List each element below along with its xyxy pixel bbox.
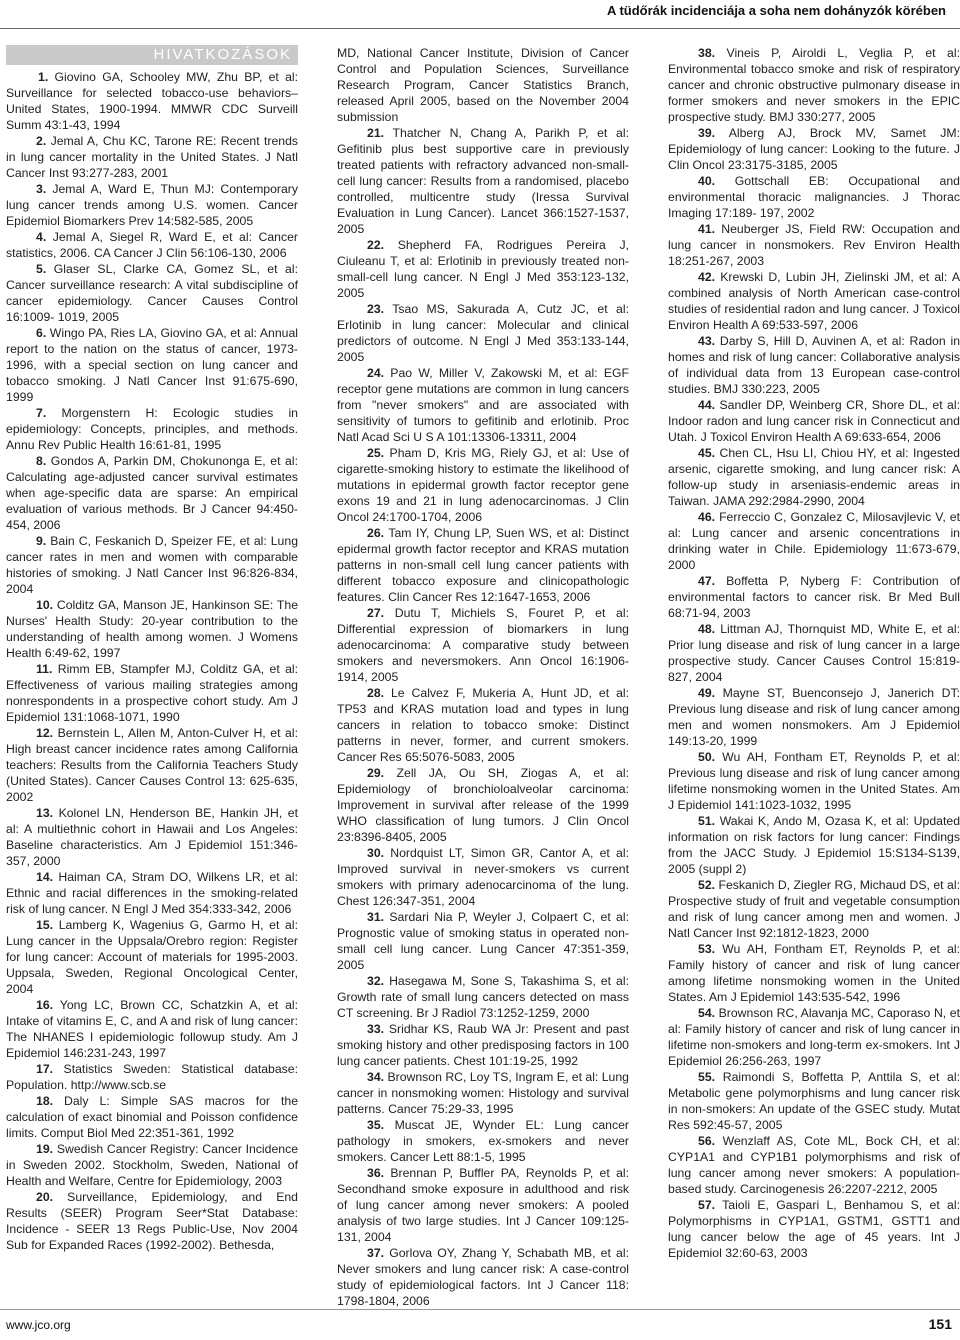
reference-item <box>668 621 960 685</box>
reference-item <box>6 1189 298 1253</box>
reference-item <box>6 917 298 997</box>
reference-item <box>337 1165 629 1245</box>
journal-url: www.jco.org <box>6 1318 71 1332</box>
reference-item <box>337 1245 629 1309</box>
reference-text: Yong LC, Brown CC, Schatzkin A, et al: Intake of vitamins E, C, and A and risk of lung cancer: The NHANES I epidemiologic followup study. Am J Epidemiol 146:231-243, 1997 <box>6 998 299 1060</box>
reference-item <box>668 269 960 333</box>
reference-number: 48. <box>698 622 716 636</box>
reference-item <box>6 597 298 661</box>
reference-text: Kolonel LN, Henderson BE, Hankin JH, et al: A multiethnic cohort in Hawaii and Los Angeles: Baseline characteristics. Am J Epidemiol 151:346-357, 2000 <box>6 806 299 868</box>
reference-text: Raimondi S, Boffetta P, Anttila S, et al: Metabolic gene polymorphisms and lung cancer risk in non-smokers: An update of the GSEC study. Mutat Res 592:45-57, 2005 <box>668 1070 960 1132</box>
reference-text: Statistics Sweden: Statistical database: Population. http://www.scb.se <box>6 1062 298 1092</box>
reference-item <box>6 1061 298 1093</box>
reference-text: Jemal A, Chu KC, Tarone RE: Recent trends in lung cancer mortality in the United States. J Natl Cancer Inst 93:277-283, 2001 <box>6 134 299 180</box>
reference-number: 15. <box>36 918 54 932</box>
running-header <box>0 0 960 29</box>
reference-text: Brownson RC, Loy TS, Ingram E, et al: Lung cancer in nonsmoking women: Histology and survival patterns. Cancer 75:29-33, 1995 <box>337 1070 629 1116</box>
reference-text: Hasegawa M, Sone S, Takashima S, et al: Growth rate of small lung cancers detected on mass CT screening. Br J Radiol 73:1252-1259, 2000 <box>337 974 629 1020</box>
reference-item <box>668 221 960 269</box>
reference-number: 8. <box>36 454 47 468</box>
reference-text: Brownson RC, Alavanja MC, Caporaso N, et al: Family history of cancer and risk of lung cancer in lifetime non-smokers and long-term ex-smokers. Int J Epidemiol 26:256-263, 1997 <box>668 1006 960 1068</box>
reference-item <box>6 1141 298 1189</box>
reference-column-3 <box>668 45 960 1261</box>
reference-text: Neuberger JS, Field RW: Occupation and lung cancer in nonsmokers. Rev Environ Health 18:251-267, 2003 <box>668 222 960 268</box>
reference-item <box>668 1133 960 1197</box>
reference-number: 35. <box>367 1118 385 1132</box>
reference-number: 54. <box>698 1006 716 1020</box>
running-title: A tüdőrák incidenciája a soha nem dohányzók körében <box>606 3 946 18</box>
reference-item <box>668 445 960 509</box>
reference-number: 36. <box>367 1166 385 1180</box>
reference-number: 57. <box>698 1198 716 1212</box>
reference-item <box>668 573 960 621</box>
reference-number: 4. <box>36 230 47 244</box>
reference-number: 12. <box>36 726 54 740</box>
reference-text: Shepherd FA, Rodrigues Pereira J, Ciuleanu T, et al: Erlotinib in previously treated non-small-cell lung cancer. N Engl J Med 353:123-132, 2005 <box>337 238 630 300</box>
reference-item <box>337 685 629 765</box>
reference-number: 37. <box>367 1246 385 1260</box>
reference-item <box>6 1093 298 1141</box>
reference-text: Haiman CA, Stram DO, Wilkens LR, et al: Ethnic and racial differences in the smoking-related risk of lung cancer. N Engl J Med 354:333-342, 2006 <box>6 870 298 916</box>
reference-item <box>337 525 629 605</box>
reference-item <box>6 229 298 261</box>
reference-number: 42. <box>698 270 716 284</box>
reference-item <box>6 725 298 805</box>
reference-item <box>6 869 298 917</box>
reference-text: Wingo PA, Ries LA, Giovino GA, et al: Annual report to the nation on the status of cancer, 1973- 1996, with a special section on lung cancer and tobacco smoking. J Natl Cancer Inst 91:675-690, 1999 <box>6 326 298 404</box>
reference-number: 56. <box>698 1134 716 1148</box>
reference-number: 24. <box>367 366 385 380</box>
reference-item <box>668 941 960 1005</box>
section-title: HIVATKOZÁSOK <box>6 45 298 65</box>
reference-number: 39. <box>698 126 716 140</box>
reference-number: 47. <box>698 574 716 588</box>
reference-number: 10. <box>36 598 54 612</box>
reference-text: Feskanich D, Ziegler RG, Michaud DS, et al: Prospective study of fruit and vegetable consumption and risk of lung cancer among men and women. J Natl Cancer Inst 92:1812-1823, 2000 <box>668 878 960 940</box>
reference-number: 1. <box>38 70 49 84</box>
reference-item <box>337 237 629 301</box>
reference-text: Rimm EB, Stampfer MJ, Colditz GA, et al: Effectiveness of various mailing strategies among nonrespondents in a prospective cohort study. Am J Epidemiol 131:1068-1071, 1990 <box>6 662 299 724</box>
reference-item <box>337 1069 629 1117</box>
reference-number: 33. <box>367 1022 385 1036</box>
reference-number: 50. <box>698 750 716 764</box>
reference-text: Darby S, Hill D, Auvinen A, et al: Radon in homes and risk of lung cancer: Collaborative analysis of individual data from 13 European case-control studies. BMJ 330:223, 2005 <box>668 334 960 396</box>
reference-number: 11. <box>36 662 53 676</box>
reference-item <box>668 1197 960 1261</box>
reference-item <box>6 133 298 181</box>
reference-text: Gottschall EB: Occupational and environmental thoracic malignancies. J Thorac Imaging 17:189- 197, 2002 <box>668 174 960 220</box>
reference-item <box>337 605 629 685</box>
reference-number: 9. <box>36 534 47 548</box>
reference-number: 38. <box>698 46 716 60</box>
reference-number: 45. <box>698 446 716 460</box>
reference-item <box>6 453 298 533</box>
reference-item <box>337 765 629 845</box>
reference-item <box>6 405 298 453</box>
reference-text: Bain C, Feskanich D, Speizer FE, et al: Lung cancer rates in men and women with comparable histories of smoking. J Natl Cancer Inst 96:826-834, 2004 <box>6 534 299 596</box>
reference-list-3 <box>668 45 960 1261</box>
reference-text: Pham D, Kris MG, Riely GJ, et al: Use of cigarette-smoking history to estimate the likelihood of mutations in epidermal growth factor receptor gene exons 19 and 21 in lung adenocarcinomas. J Clin Oncol 24:1700-1704, 2006 <box>337 446 630 524</box>
reference-text: Krewski D, Lubin JH, Zielinski JM, et al: A combined analysis of North American case-control studies of residential radon and lung cancer. J Toxicol Environ Health A 69:533-597, 2006 <box>668 270 960 332</box>
reference-text: Tam IY, Chung LP, Suen WS, et al: Distinct epidermal growth factor receptor and KRAS mutation patterns in non-small cell lung cancer patients with different tobacco exposure and clinicopathologic features. Clin Cancer Res 12:1647-1653, 2006 <box>337 526 630 604</box>
reference-item <box>668 173 960 221</box>
reference-item <box>6 69 298 133</box>
reference-item <box>337 301 629 365</box>
reference-item <box>337 1117 629 1165</box>
reference-number: 26. <box>367 526 385 540</box>
reference-number: 22. <box>367 238 385 252</box>
reference-text: Nordquist LT, Simon GR, Cantor A, et al: Improved survival in never-smokers vs current smokers with primary adenocarcinoma of the lung. Chest 126:347-351, 2004 <box>337 846 629 908</box>
reference-item <box>337 1021 629 1069</box>
reference-number: 43. <box>698 334 716 348</box>
reference-column-2 <box>337 45 629 1309</box>
reference-number: 16. <box>36 998 54 1012</box>
reference-number: 5. <box>36 262 47 276</box>
reference-item <box>668 125 960 173</box>
reference-number: 18. <box>36 1094 54 1108</box>
reference-text: Jemal A, Siegel R, Ward E, et al: Cancer statistics, 2006. CA Cancer J Clin 56:106-130, 2006 <box>6 230 298 260</box>
reference-text: Gondos A, Parkin DM, Chokunonga E, et al: Calculating age-adjusted cancer survival estimates when age-specific data are sparse: An empirical evaluation of various methods. Br J Cancer 94:450-454, 2006 <box>6 454 298 532</box>
reference-number: 20. <box>36 1190 54 1204</box>
reference-number: 41. <box>698 222 716 236</box>
reference-text: Muscat JE, Wynder EL: Lung cancer pathology in smokers, ex-smokers and never smokers. Cancer Lett 88:1-5, 1995 <box>337 1118 629 1164</box>
reference-number: 53. <box>698 942 716 956</box>
reference-text: Pao W, Miller V, Zakowski M, et al: EGF receptor gene mutations are common in lung cancers from "never smokers" and are associated with sensitivity of tumors to gefitinib and erlotinib. Proc Natl Acad Sci U S A 101:13306-13311, 2004 <box>337 366 629 444</box>
reference-number: 3. <box>36 182 47 196</box>
reference-item <box>6 805 298 869</box>
reference-number: 32. <box>367 974 385 988</box>
reference-text: Boffetta P, Nyberg F: Contribution of environmental factors to cancer risk. Br Med Bull 68:71-94, 2003 <box>668 574 960 620</box>
reference-item <box>6 261 298 325</box>
reference-item <box>668 1005 960 1069</box>
reference-text: Alberg AJ, Brock MV, Samet JM: Epidemiology of lung cancer: Looking to the future. J Clin Oncol 23:3175-3185, 2005 <box>668 126 960 172</box>
reference-number: 21. <box>367 126 385 140</box>
reference-item <box>6 325 298 405</box>
reference-number: 17. <box>36 1062 54 1076</box>
reference-text: Brennan P, Buffler PA, Reynolds P, et al: Secondhand smoke exposure in adulthood and risk of lung cancer among never smokers: A pooled analysis of two large studies. Int J Cancer 109:125-131, 2004 <box>337 1166 630 1244</box>
reference-item <box>668 333 960 397</box>
page-footer <box>0 1309 960 1340</box>
reference-number: 7. <box>36 406 47 420</box>
reference-item <box>6 181 298 229</box>
reference-item <box>668 685 960 749</box>
reference-number: 52. <box>698 878 716 892</box>
reference-item <box>668 397 960 445</box>
reference-item <box>668 749 960 813</box>
reference-item <box>668 509 960 573</box>
reference-text: Giovino GA, Schooley MW, Zhu BP, et al: Surveillance for selected tobacco-use behaviors– United States, 1900-1994. MMWR CDC Surveill Summ 43:1-43, 1994 <box>6 70 299 132</box>
reference-item <box>6 997 298 1061</box>
reference-text: Surveillance, Epidemiology, and End Results (SEER) Program Seer*Stat Database: Incidence - SEER 13 Regs Public-Use, Nov 2004 Sub for Expanded Races (1992-2002). Bethesda, <box>6 1190 298 1252</box>
reference-number: 51. <box>698 814 716 828</box>
reference-text: Wu AH, Fontham ET, Reynolds P, et al: Previous lung disease and risk of lung cancer among lifetime nonsmoking women in the United States. Am J Epidemiol 141:1023-1032, 1995 <box>668 750 960 812</box>
reference-text: Ferreccio C, Gonzalez C, Milosavjlevic V, et al: Lung cancer and arsenic concentrations in drinking water in Chile. Epidemiology 11:673-679, 2000 <box>668 510 960 572</box>
reference-column-1 <box>6 45 298 1253</box>
reference-list-1 <box>6 69 298 1253</box>
reference-text: Sandler DP, Weinberg CR, Shore DL, et al: Indoor radon and lung cancer risk in Connecticut and Utah. J Toxicol Environ Health A 69:633-654, 2006 <box>668 398 960 444</box>
reference-item <box>6 661 298 725</box>
reference-number: 40. <box>698 174 716 188</box>
reference-number: 34. <box>367 1070 385 1084</box>
reference-text: Sardari Nia P, Weyler J, Colpaert C, et al: Prognostic value of smoking status in operated non-small cell lung cancer. Lung Cancer 47:351-359, 2005 <box>337 910 629 972</box>
reference-number: 46. <box>698 510 716 524</box>
reference-text: Glaser SL, Clarke CA, Gomez SL, et al: Cancer surveillance research: A vital subdiscipline of cancer epidemiology. Cancer Causes Control 16:1009- 1019, 2005 <box>6 262 298 324</box>
reference-number: 30. <box>367 846 385 860</box>
page-number: 151 <box>928 1316 952 1332</box>
reference-item <box>668 813 960 877</box>
reference-text: Mayne ST, Buenconsejo J, Janerich DT: Previous lung disease and risk of lung cancer among men and women nonsmokers. Am J Epidemiol 149:13-20, 1999 <box>668 686 960 748</box>
reference-item <box>337 973 629 1021</box>
reference-number: 23. <box>367 302 385 316</box>
reference-number: 29. <box>367 766 385 780</box>
reference-item <box>668 877 960 941</box>
reference-item <box>6 533 298 597</box>
reference-item <box>668 45 960 125</box>
reference-text: Dutu T, Michiels S, Fouret P, et al: Differential expression of biomarkers in lung adenocarcinoma: A comparative study between smokers and neversmokers. Ann Oncol 16:1906-1914, 2005 <box>337 606 629 684</box>
reference-text: Wu AH, Fontham ET, Reynolds P, et al: Family history of cancer and risk of lung cancer among lifetime nonsmoking women in the United States. Am J Epidemiol 143:535-542, 1996 <box>668 942 960 1004</box>
reference-text: Le Calvez F, Mukeria A, Hunt JD, et al: TP53 and KRAS mutation load and types in lung cancers in relation to tobacco smoke: Distinct patterns in never, former, and current smokers. Cancer Res 65:5076-5083, 2005 <box>337 686 630 764</box>
reference-item <box>337 125 629 237</box>
reference-number: 13. <box>36 806 54 820</box>
reference-text: Swedish Cancer Registry: Cancer Incidence in Sweden 2002. Stockholm, Sweden, National of Health and Welfare, Centre for Epidemiology, 2003 <box>6 1142 299 1188</box>
reference-number: 14. <box>36 870 54 884</box>
reference-text: Bernstein L, Allen M, Anton-Culver H, et al: High breast cancer incidence rates among California teachers: Results from the California Teachers Study (United States). Cancer Causes Control 13: 625-635, 2002 <box>6 726 298 804</box>
reference-item <box>337 909 629 973</box>
reference-number: 25. <box>367 446 385 460</box>
reference-number: 49. <box>698 686 716 700</box>
reference-list-2 <box>337 125 629 1309</box>
reference-text: Wenzlaff AS, Cote ML, Bock CH, et al: CYP1A1 and CYP1B1 polymorphisms and risk of lung cancer among never smokers: A population-based study. Carcinogenesis 26:2207-2212, 2005 <box>668 1134 960 1196</box>
reference-number: 31. <box>367 910 385 924</box>
reference-item <box>668 1069 960 1133</box>
reference-text: Colditz GA, Manson JE, Hankinson SE: The Nurses' Health Study: 20-year contribution to the understanding of health among women. J Womens Health 6:49-62, 1997 <box>6 598 299 660</box>
reference-number: 19. <box>36 1142 54 1156</box>
reference-number: 44. <box>698 398 716 412</box>
reference-text: Littman AJ, Thornquist MD, White E, et al: Prior lung disease and risk of lung cancer in a large prospective study. Cancer Causes Control 15:819-827, 2004 <box>668 622 960 684</box>
reference-text: Lamberg K, Wagenius G, Garmo H, et al: Lung cancer in the Uppsala/Orebro region: Register for lung cancer: Account of materials for 1995-2003. Uppsala, Sweden, Regional Oncological Center, 2004 <box>6 918 298 996</box>
reference-text: Tsao MS, Sakurada A, Cutz JC, et al: Erlotinib in lung cancer: Molecular and clinical predictors of outcome. N Engl J Med 353:133-144, 2005 <box>337 302 629 364</box>
reference-item <box>337 445 629 525</box>
reference-text: Zell JA, Ou SH, Ziogas A, et al: Epidemiology of bronchioloalveolar carcinoma: Improvement in survival after release of the 1999 WHO classification of lung tumors. J Clin Oncol 23:8396-8405, 2005 <box>337 766 629 844</box>
reference-text: Chen CL, Hsu LI, Chiou HY, et al: Ingested arsenic, cigarette smoking, and lung cancer risk: A follow-up study in arseniasis-endemic areas in Taiwan. JAMA 292:2984-2990, 2004 <box>668 446 960 508</box>
reference-number: 2. <box>36 134 47 148</box>
reference-text: Taioli E, Gaspari L, Benhamou S, et al: Polymorphisms in CYP1A1, GSTM1, GSTT1 and lung cancer below the age of 45 years. Int J Epidemiol 32:60-63, 2003 <box>668 1198 960 1260</box>
reference-text: Sridhar KS, Raub WA Jr: Present and past smoking history and other predisposing factors in 100 lung cancer patients. Chest 101:19-25, 1992 <box>337 1022 629 1068</box>
reference-item <box>337 845 629 909</box>
reference-text: Wakai K, Ando M, Ozasa K, et al: Updated information on risk factors for lung cancer: Findings from the JACC Study. J Epidemiol 15:S134-S139, 2005 (suppl 2) <box>668 814 960 876</box>
reference-number: 28. <box>367 686 385 700</box>
reference-text: Daly L: Simple SAS macros for the calculation of exact binomial and Poisson confidence limits. Comput Biol Med 22:351-361, 1992 <box>6 1094 299 1140</box>
reference-text: Thatcher N, Chang A, Parikh P, et al: Gefitinib plus best supportive care in previously treated patients with refractory advanced non-small-cell lung cancer: Results from a randomised, placebo controlled, multicentre study (Iressa Survival Evaluation in Lung Cancer). Lancet 366:1527-1537, 2005 <box>337 126 629 236</box>
reference-text: Gorlova OY, Zhang Y, Schabath MB, et al: Never smokers and lung cancer risk: A case-control study of epidemiological factors. Int J Cancer 118: 1798-1804, 2006 <box>337 1246 629 1308</box>
reference-number: 6. <box>36 326 47 340</box>
reference-number: 27. <box>367 606 385 620</box>
reference-continuation: MD, National Cancer Institute, Division of Cancer Control and Population Sciences, Surveillance Research Program, Cancer Statistics Branch, released April 2005, based on the November 2004 submission <box>337 46 629 124</box>
reference-number: 55. <box>698 1070 716 1084</box>
reference-text: Morgenstern H: Ecologic studies in epidemiology: Concepts, principles, and methods. Annu Rev Public Health 16:61-81, 1995 <box>6 406 298 452</box>
reference-item <box>337 365 629 445</box>
reference-text: Jemal A, Ward E, Thun MJ: Contemporary lung cancer trends among U.S. women. Cancer Epidemiol Biomarkers Prev 14:582-585, 2005 <box>6 182 298 228</box>
reference-text: Vineis P, Airoldi L, Veglia P, et al: Environmental tobacco smoke and risk of respiratory cancer and chronic obstructive pulmonary disease in former smokers and never smokers in the EPIC prospective study. BMJ 330:277, 2005 <box>668 46 960 124</box>
